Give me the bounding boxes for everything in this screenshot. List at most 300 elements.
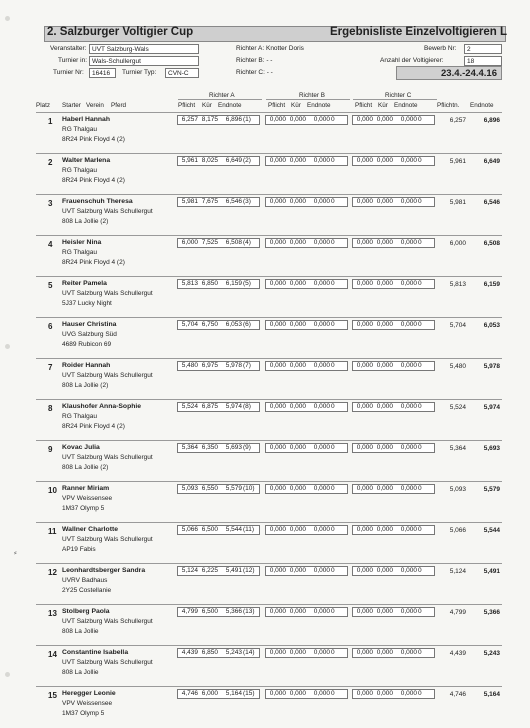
kuer-score: 0,000	[289, 649, 306, 656]
pflicht-score: 0,000	[269, 403, 286, 410]
col-b-endnote: Endnote	[307, 102, 331, 109]
starter-name: Leonhardtsberger Sandra	[62, 567, 146, 574]
kuer-score: 0,000	[289, 567, 306, 574]
place-number: 2	[48, 158, 53, 167]
richter-c-scores	[352, 525, 435, 535]
endnote-score: 0,000	[313, 280, 330, 287]
richter-c-scores	[352, 484, 435, 494]
pen-mark: ⸗	[14, 548, 17, 557]
pflicht-score: 6,000	[181, 239, 198, 246]
pflicht-score: 0,000	[269, 485, 286, 492]
endnote-total: 6,159	[483, 281, 500, 288]
judge-rank: 0	[418, 280, 422, 287]
kuer-score: 0,000	[289, 608, 306, 615]
judge-rank: 0	[331, 198, 335, 205]
horse-name: 8R24 Pink Floyd 4 (2)	[62, 136, 125, 143]
pflicht-score: 0,000	[269, 444, 286, 451]
pflicht-score: 0,000	[356, 239, 373, 246]
pflicht-score: 0,000	[356, 403, 373, 410]
pflichtnote-total: 5,480	[449, 363, 466, 370]
endnote-score: 0,000	[400, 280, 417, 287]
starter-name: Haberl Hannah	[62, 116, 110, 123]
richter-b-scores	[265, 197, 348, 207]
place-number: 15	[48, 691, 57, 700]
pflicht-score: 0,000	[356, 321, 373, 328]
horse-name: AP19 Fabis	[62, 546, 96, 553]
cup-title: 2. Salzburger Voltigier Cup	[47, 26, 194, 38]
kuer-score: 0,000	[376, 649, 393, 656]
richter-a-info: Richter A: Knotter Doris	[236, 45, 304, 52]
pflicht-score: 5,066	[181, 526, 198, 533]
endnote-total: 6,508	[483, 240, 500, 247]
col-c-endnote: Endnote	[394, 102, 418, 109]
pflicht-score: 0,000	[269, 157, 286, 164]
kuer-score: 0,000	[289, 526, 306, 533]
col-a-pflicht: Pflicht	[178, 102, 196, 109]
pflicht-score: 0,000	[269, 116, 286, 123]
place-number: 3	[48, 199, 53, 208]
endnote-score: 0,000	[313, 157, 330, 164]
richter-c-scores	[352, 156, 435, 166]
starter-name: Heregger Leonie	[62, 690, 116, 697]
endnote-score: 0,000	[400, 403, 417, 410]
endnote-score: 0,000	[400, 690, 417, 697]
endnote-score: 0,000	[400, 444, 417, 451]
judge-rank: (3)	[243, 198, 251, 205]
endnote-total: 5,978	[483, 363, 500, 370]
endnote-score: 0,000	[400, 362, 417, 369]
pflichtnote-total: 5,066	[449, 527, 466, 534]
endnote-score: 0,000	[400, 239, 417, 246]
horse-name: 808 La Jollie (2)	[62, 464, 109, 471]
judge-rank: 0	[331, 239, 335, 246]
place-number: 12	[48, 568, 57, 577]
pflicht-score: 0,000	[356, 485, 373, 492]
place-number: 11	[48, 527, 57, 536]
club-name: UVT Salzburg Wals Schullergut	[62, 372, 153, 379]
table-row	[36, 235, 502, 277]
club-name: RG Thalgau	[62, 167, 97, 174]
table-row	[36, 194, 502, 236]
pflicht-score: 0,000	[269, 690, 286, 697]
place-number: 4	[48, 240, 53, 249]
kuer-score: 0,000	[376, 362, 393, 369]
pflicht-score: 5,364	[181, 444, 198, 451]
place-number: 5	[48, 281, 53, 290]
judge-rank: 0	[331, 526, 335, 533]
pflicht-score: 0,000	[356, 198, 373, 205]
starter-name: Klaushofer Anna-Sophie	[62, 403, 142, 410]
kuer-score: 8,175	[201, 116, 218, 123]
pflicht-score: 4,746	[181, 690, 198, 697]
place-number: 7	[48, 363, 53, 372]
table-row	[36, 522, 502, 564]
judge-rank: 0	[418, 403, 422, 410]
punch-hole-bottom	[5, 672, 10, 677]
date-range: 23.4.-24.4.16	[396, 66, 502, 80]
judge-rank: (9)	[243, 444, 251, 451]
kuer-score: 0,000	[289, 362, 306, 369]
judge-rank: 0	[418, 362, 422, 369]
anzahl-value: 18	[464, 56, 502, 66]
pflicht-score: 0,000	[356, 444, 373, 451]
endnote-score: 5,579	[225, 485, 242, 492]
richter-c-scores	[352, 197, 435, 207]
judge-rank: 0	[418, 485, 422, 492]
kuer-score: 6,350	[201, 444, 218, 451]
starter-name: Stolberg Paola	[62, 608, 110, 615]
endnote-total: 5,491	[483, 568, 500, 575]
kuer-score: 0,000	[376, 198, 393, 205]
judge-rank: 0	[418, 198, 422, 205]
kuer-score: 0,000	[376, 116, 393, 123]
endnote-score: 0,000	[313, 403, 330, 410]
richter-c-scores	[352, 402, 435, 412]
richter-c-rule	[353, 99, 437, 100]
list-title: Ergebnisliste Einzelvoltigieren L	[330, 26, 508, 38]
kuer-score: 7,675	[201, 198, 218, 205]
col-richter-a: Richter A	[209, 92, 235, 99]
endnote-score: 6,053	[225, 321, 242, 328]
judge-rank: (15)	[243, 690, 255, 697]
veranstalter-value: UVT Salzburg-Wals	[89, 44, 199, 54]
pflicht-score: 6,257	[181, 116, 198, 123]
richter-a-rule	[178, 99, 262, 100]
kuer-score: 6,850	[201, 280, 218, 287]
pflicht-score: 5,813	[181, 280, 198, 287]
judge-rank: 0	[418, 690, 422, 697]
endnote-score: 5,366	[225, 608, 242, 615]
place-number: 9	[48, 445, 53, 454]
richter-c-scores	[352, 238, 435, 248]
punch-hole-top	[5, 16, 10, 21]
pflicht-score: 5,124	[181, 567, 198, 574]
turnier-in-label: Turnier in:	[58, 57, 88, 64]
kuer-score: 6,850	[201, 649, 218, 656]
richter-a-scores	[177, 197, 260, 207]
kuer-score: 0,000	[376, 608, 393, 615]
pflichtnote-total: 5,704	[449, 322, 466, 329]
bewerb-label: Bewerb Nr:	[424, 45, 457, 52]
pflicht-score: 5,480	[181, 362, 198, 369]
pflichtnote-total: 5,961	[449, 158, 466, 165]
richter-b-scores	[265, 156, 348, 166]
richter-a-scores	[177, 484, 260, 494]
judge-rank: 0	[331, 444, 335, 451]
judge-rank: 0	[331, 116, 335, 123]
kuer-score: 6,550	[201, 485, 218, 492]
endnote-score: 0,000	[313, 567, 330, 574]
endnote-score: 5,978	[225, 362, 242, 369]
col-c-pflicht: Pflicht	[355, 102, 373, 109]
pflichtnote-total: 4,439	[449, 650, 466, 657]
pflicht-score: 0,000	[269, 321, 286, 328]
starter-name: Wallner Charlotte	[62, 526, 119, 533]
richter-b-scores	[265, 361, 348, 371]
endnote-total: 6,896	[483, 117, 500, 124]
table-row	[36, 481, 502, 523]
richter-b-scores	[265, 607, 348, 617]
col-a-endnote: Endnote	[218, 102, 242, 109]
club-name: UVT Salzburg Wals Schullergut	[62, 290, 153, 297]
endnote-score: 0,000	[313, 198, 330, 205]
table-row	[36, 112, 502, 154]
club-name: UVG Salzburg Süd	[62, 331, 117, 338]
kuer-score: 6,225	[201, 567, 218, 574]
richter-b-scores	[265, 115, 348, 125]
kuer-score: 0,000	[289, 198, 306, 205]
judge-rank: 0	[331, 157, 335, 164]
pflichtnote-total: 6,257	[449, 117, 466, 124]
richter-b-scores	[265, 566, 348, 576]
endnote-score: 0,000	[313, 526, 330, 533]
bewerb-value: 2	[464, 44, 502, 54]
endnote-total: 5,243	[483, 650, 500, 657]
kuer-score: 6,975	[201, 362, 218, 369]
endnote-score: 0,000	[400, 649, 417, 656]
club-name: RG Thalgau	[62, 413, 97, 420]
kuer-score: 6,000	[201, 690, 218, 697]
judge-rank: 0	[331, 649, 335, 656]
richter-b-rule	[266, 99, 350, 100]
judge-rank: 0	[331, 608, 335, 615]
judge-rank: 0	[418, 649, 422, 656]
richter-c-scores	[352, 566, 435, 576]
endnote-score: 5,974	[225, 403, 242, 410]
judge-rank: 0	[331, 280, 335, 287]
turnier-typ-label: Turnier Typ:	[122, 69, 157, 76]
pflicht-score: 0,000	[356, 649, 373, 656]
richter-a-scores	[177, 689, 260, 699]
table-row	[36, 604, 502, 646]
place-number: 10	[48, 486, 57, 495]
richter-a-scores	[177, 443, 260, 453]
endnote-score: 0,000	[400, 116, 417, 123]
endnote-score: 0,000	[313, 608, 330, 615]
endnote-score: 5,243	[225, 649, 242, 656]
endnote-score: 5,491	[225, 567, 242, 574]
starter-name: Hauser Christina	[62, 321, 117, 328]
richter-c-scores	[352, 648, 435, 658]
col-platz: Platz	[36, 102, 50, 109]
richter-b-scores	[265, 689, 348, 699]
pflicht-score: 0,000	[356, 362, 373, 369]
horse-name: 8R24 Pink Floyd 4 (2)	[62, 259, 125, 266]
kuer-score: 0,000	[289, 690, 306, 697]
judge-rank: (10)	[243, 485, 255, 492]
col-starter: Starter	[62, 102, 81, 109]
col-b-pflicht: Pflicht	[268, 102, 286, 109]
richter-b-scores	[265, 443, 348, 453]
pflichtnote-total: 4,746	[449, 691, 466, 698]
kuer-score: 0,000	[376, 567, 393, 574]
kuer-score: 0,000	[289, 116, 306, 123]
kuer-score: 0,000	[376, 403, 393, 410]
richter-a-scores	[177, 361, 260, 371]
judge-rank: 0	[331, 567, 335, 574]
horse-name: 4689 Rubicon 69	[62, 341, 112, 348]
pflicht-score: 0,000	[356, 567, 373, 574]
richter-c-scores	[352, 443, 435, 453]
col-endnote-total: Endnote	[470, 102, 494, 109]
richter-a-scores	[177, 607, 260, 617]
club-name: RG Thalgau	[62, 249, 97, 256]
horse-name: 1M37 Olymp 5	[62, 505, 105, 512]
endnote-score: 0,000	[313, 485, 330, 492]
richter-a-scores	[177, 238, 260, 248]
richter-c-scores	[352, 320, 435, 330]
richter-a-scores	[177, 115, 260, 125]
pflicht-score: 0,000	[269, 362, 286, 369]
judge-rank: 0	[418, 157, 422, 164]
judge-rank: 0	[418, 608, 422, 615]
endnote-total: 5,544	[483, 527, 500, 534]
pflicht-score: 0,000	[269, 280, 286, 287]
endnote-score: 5,544	[225, 526, 242, 533]
pflicht-score: 5,093	[181, 485, 198, 492]
horse-name: 5J37 Lucky Night	[62, 300, 112, 307]
veranstalter-label: Veranstalter:	[50, 45, 87, 52]
endnote-score: 5,693	[225, 444, 242, 451]
endnote-total: 5,366	[483, 609, 500, 616]
kuer-score: 0,000	[289, 485, 306, 492]
kuer-score: 0,000	[376, 485, 393, 492]
endnote-score: 0,000	[400, 485, 417, 492]
table-row	[36, 358, 502, 400]
col-richter-c: Richter C	[385, 92, 412, 99]
starter-name: Frauenschuh Theresa	[62, 198, 133, 205]
horse-name: 808 La Jollie	[62, 628, 99, 635]
richter-b-scores	[265, 402, 348, 412]
pflicht-score: 0,000	[269, 567, 286, 574]
turnier-nr-value: 16416	[89, 68, 116, 78]
club-name: VPV Weissensee	[62, 700, 113, 707]
richter-a-scores	[177, 279, 260, 289]
endnote-score: 6,159	[225, 280, 242, 287]
pflichtnote-total: 6,000	[449, 240, 466, 247]
pflicht-score: 5,961	[181, 157, 198, 164]
endnote-score: 0,000	[313, 444, 330, 451]
judge-rank: (6)	[243, 321, 251, 328]
horse-name: 808 La Jollie (2)	[62, 218, 109, 225]
starter-name: Heisler Nina	[62, 239, 102, 246]
richter-a-scores	[177, 156, 260, 166]
kuer-score: 0,000	[376, 526, 393, 533]
place-number: 8	[48, 404, 53, 413]
pflicht-score: 5,981	[181, 198, 198, 205]
endnote-score: 5,164	[225, 690, 242, 697]
pflicht-score: 5,524	[181, 403, 198, 410]
horse-name: 2Y25 Costellanie	[62, 587, 112, 594]
richter-c-scores	[352, 607, 435, 617]
col-a-kuer: Kür	[202, 102, 212, 109]
judge-rank: (7)	[243, 362, 251, 369]
table-row	[36, 153, 502, 195]
table-row	[36, 440, 502, 482]
turnier-nr-label: Turnier Nr:	[53, 69, 84, 76]
richter-b-info: Richter B: - -	[236, 57, 273, 64]
endnote-score: 0,000	[400, 321, 417, 328]
judge-rank: 0	[418, 321, 422, 328]
pflicht-score: 0,000	[269, 239, 286, 246]
judge-rank: 0	[331, 485, 335, 492]
endnote-score: 0,000	[400, 157, 417, 164]
pflichtnote-total: 4,799	[449, 609, 466, 616]
judge-rank: (5)	[243, 280, 251, 287]
horse-name: 8R24 Pink Floyd 4 (2)	[62, 177, 125, 184]
endnote-total: 6,649	[483, 158, 500, 165]
pflicht-score: 0,000	[356, 157, 373, 164]
judge-rank: (12)	[243, 567, 255, 574]
table-row	[36, 686, 502, 728]
starter-name: Walter Marlena	[62, 157, 111, 164]
table-row	[36, 399, 502, 441]
club-name: UVRV Badhaus	[62, 577, 108, 584]
table-row	[36, 317, 502, 359]
kuer-score: 0,000	[289, 444, 306, 451]
endnote-score: 0,000	[400, 198, 417, 205]
kuer-score: 0,000	[289, 157, 306, 164]
judge-rank: 0	[331, 321, 335, 328]
kuer-score: 0,000	[376, 157, 393, 164]
col-pferd: Pferd	[111, 102, 127, 109]
judge-rank: (14)	[243, 649, 255, 656]
starter-name: Reiter Pamela	[62, 280, 107, 287]
richter-c-scores	[352, 279, 435, 289]
starter-name: Roider Hannah	[62, 362, 111, 369]
pflicht-score: 0,000	[356, 280, 373, 287]
endnote-score: 0,000	[313, 116, 330, 123]
richter-b-scores	[265, 484, 348, 494]
club-name: UVT Salzburg Wals Schullergut	[62, 659, 153, 666]
judge-rank: 0	[331, 362, 335, 369]
kuer-score: 0,000	[289, 239, 306, 246]
kuer-score: 0,000	[376, 690, 393, 697]
kuer-score: 6,500	[201, 608, 218, 615]
pflicht-score: 0,000	[269, 526, 286, 533]
richter-b-scores	[265, 648, 348, 658]
endnote-score: 0,000	[313, 649, 330, 656]
richter-c-scores	[352, 115, 435, 125]
pflicht-score: 0,000	[356, 116, 373, 123]
richter-b-scores	[265, 525, 348, 535]
kuer-score: 0,000	[289, 321, 306, 328]
punch-hole-middle	[5, 344, 10, 349]
pflicht-score: 0,000	[269, 608, 286, 615]
pflicht-score: 5,704	[181, 321, 198, 328]
judge-rank: 0	[418, 116, 422, 123]
kuer-score: 0,000	[289, 280, 306, 287]
pflicht-score: 4,439	[181, 649, 198, 656]
place-number: 13	[48, 609, 57, 618]
endnote-score: 0,000	[313, 321, 330, 328]
pflichtnote-total: 5,524	[449, 404, 466, 411]
club-name: UVT Salzburg Wals Schullergut	[62, 208, 153, 215]
col-c-kuer: Kür	[378, 102, 388, 109]
starter-name: Kovac Julia	[62, 444, 100, 451]
club-name: VPV Weissensee	[62, 495, 113, 502]
endnote-total: 5,164	[483, 691, 500, 698]
judge-rank: 0	[418, 526, 422, 533]
table-row	[36, 276, 502, 318]
horse-name: 808 La Jollie	[62, 669, 99, 676]
richter-c-scores	[352, 689, 435, 699]
endnote-total: 5,579	[483, 486, 500, 493]
kuer-score: 0,000	[376, 321, 393, 328]
starter-name: Constantine Isabella	[62, 649, 129, 656]
judge-rank: (11)	[243, 526, 255, 533]
pflichtnote-total: 5,813	[449, 281, 466, 288]
